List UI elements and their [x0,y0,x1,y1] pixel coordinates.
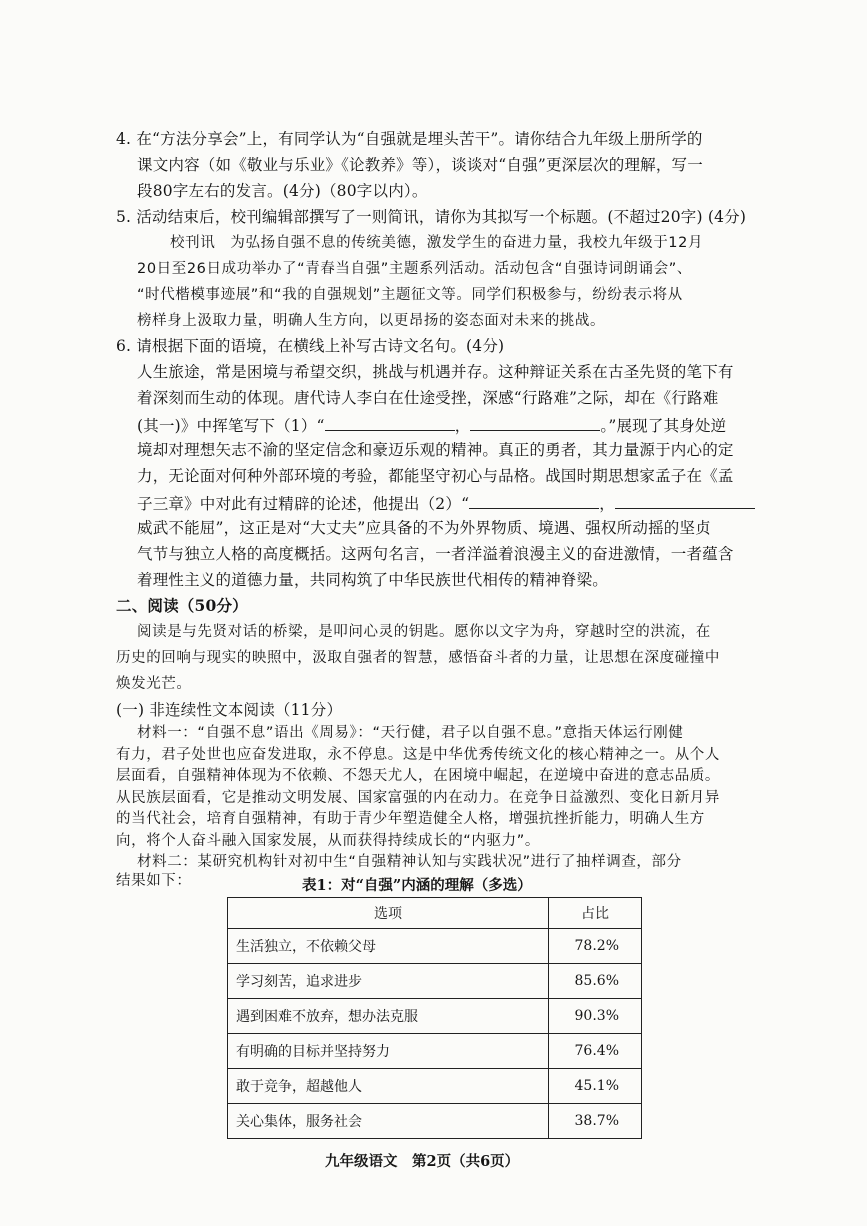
header-percentage: 占比 [549,898,642,929]
percent-cell: 45.1% [549,1069,642,1104]
percent-cell: 78.2% [549,929,642,964]
table-row [228,964,642,999]
q5-line-1: 5. 活动结束后，校刊编辑部撰写了一则简讯，请你为其拟写一个标题。(不超过20字) (4分) [116,208,747,226]
q6-para-2: 着深刻而生动的体现。唐代诗人李白在仕途受挫，深感“行路难”之际，却在《行路难 [137,389,719,407]
table-row [228,1034,642,1069]
q4-line-1: 4. 在“方法分享会”上，有同学认为“自强就是埋头苦干”。请你结合九年级上册所学的 [116,130,703,148]
table-caption: 表1：对“自强”内涵的理解（多选） [302,877,532,894]
q6-para-6 [137,492,755,514]
section-intro-3: 焕发光芒。 [116,676,192,692]
answer-blank-2a[interactable] [469,492,599,509]
option-cell: 敢于竞争，超越他人 [228,1069,549,1104]
material-2-line-2: 结果如下： [116,872,192,889]
option-cell: 关心集体，服务社会 [228,1104,549,1139]
answer-blank-2b[interactable] [615,492,755,509]
q6-para-8: 气节与独立人格的高度概括。这两句名言，一者洋溢着浪漫主义的奋进激情，一者蕴含 [137,545,734,563]
table-row [228,1104,642,1139]
percent-cell: 90.3% [549,999,642,1034]
q6-para-5: 力，无论面对何种外部环境的考验，都能坚守初心与品格。战国时期思想家孟子在《孟 [137,467,734,485]
option-cell: 遇到困难不放弃，想办法克服 [228,999,549,1034]
material-1-line-6: 向，将个人奋斗融入国家发展，从而获得持续成长的“内驱力”。 [116,832,540,849]
survey-table [227,897,642,1139]
q6-para-6b: ， [599,495,615,513]
q6-para-3b: ， [454,417,471,435]
section-heading: 二、阅读（50分） [116,596,248,615]
q6-para-3 [137,414,726,436]
material-1-line-4: 从民族层面看，它是推动文明发展、国家富强的内在动力。在竞争日益激烈、变化日新月异 [116,789,720,806]
q4-line-3: 段80字左右的发言。(4分)（80字以内）。 [137,182,428,200]
material-1-line-5: 的当代社会，培育自强精神，有助于青少年塑造健全人格，增强抗挫折能力，明确人生方 [116,811,705,827]
table-row [228,1069,642,1104]
q4-line-2: 课文内容（如《敬业与乐业》《论教养》等），谈谈对“自强”更深层次的理解，写一 [137,156,703,174]
q5-news-3: “时代楷模事迹展”和“我的自强规划”主题征文等。同学们积极参与，纷纷表示将从 [137,287,683,303]
option-cell: 有明确的目标并坚持努力 [228,1034,549,1069]
q6-para-3c: 。”展现了其身处逆 [600,417,727,435]
material-1-line-2: 有力，君子处世也应奋发进取，永不停息。这是中华优秀传统文化的核心精神之一。从个人 [116,746,720,763]
percent-cell: 85.6% [549,964,642,999]
answer-blank-1b[interactable] [470,414,600,431]
subsection-heading: (一) 非连续性文本阅读（11分） [116,701,343,719]
answer-blank-1a[interactable] [325,414,455,431]
q6-line-1: 6. 请根据下面的语境，在横线上补写古诗文名句。(4分) [116,337,505,355]
section-intro-2: 历史的回响与现实的映照中，汲取自强者的智慧，感悟奋斗者的力量，让思想在深度碰撞中 [116,650,720,666]
q6-para-9: 着理性主义的道德力量，共同构筑了中华民族世代相传的精神脊梁。 [137,571,609,589]
q6-para-3a: (其一)》中挥笔写下（1）“ [137,417,325,435]
header-option: 选项 [228,898,549,929]
option-cell: 学习刻苦，追求进步 [228,964,549,999]
q6-para-7: 威武不能屈”，这正是对“大丈夫”应具备的不为外界物质、境遇、强权所动摇的坚贞 [137,519,711,537]
q5-news-1: 校刊讯 为弘扬自强不息的传统美德，激发学生的奋进力量，我校九年级于12月 [170,235,704,251]
page-footer: 九年级语文 第2页（共6页） [325,1153,520,1170]
table-row [228,999,642,1034]
q5-news-2: 20日至26日成功举办了“青春当自强”主题系列活动。活动包含“自强诗词朗诵会”、 [137,261,692,277]
q6-para-4: 境却对理想矢志不渝的坚定信念和豪迈乐观的精神。真正的勇者，其力量源于内心的定 [137,441,734,459]
q5-news-4: 榜样身上汲取力量，明确人生方向，以更昂扬的姿态面对未来的挑战。 [137,313,606,329]
percent-cell: 76.4% [549,1034,642,1069]
material-2-line-1: 材料二：某研究机构针对初中生“自强精神认知与实践状况”进行了抽样调查，部分 [137,854,682,870]
q6-para-1: 人生旅途，常是困境与希望交织，挑战与机遇并存。这种辩证关系在古圣先贤的笔下有 [137,363,734,381]
section-intro-1: 阅读是与先贤对话的桥梁，是叩问心灵的钥匙。愿你以文字为舟，穿越时空的洪流，在 [137,624,711,640]
material-1-line-3: 层面看，自强精神体现为不依赖、不怨天尤人，在困境中崛起，在逆境中奋进的意志品质。 [116,768,720,784]
option-cell: 生活独立，不依赖父母 [228,929,549,964]
q6-para-6a: 子三章》中对此有过精辟的论述，他提出（2）“ [137,495,470,513]
percent-cell: 38.7% [549,1104,642,1139]
material-1-line-1: 材料一：“自强不息”语出《周易》：“天行健，君子以自强不息。”意指天体运行刚健 [137,725,684,741]
table-row [228,929,642,964]
table-header-row [228,898,642,929]
